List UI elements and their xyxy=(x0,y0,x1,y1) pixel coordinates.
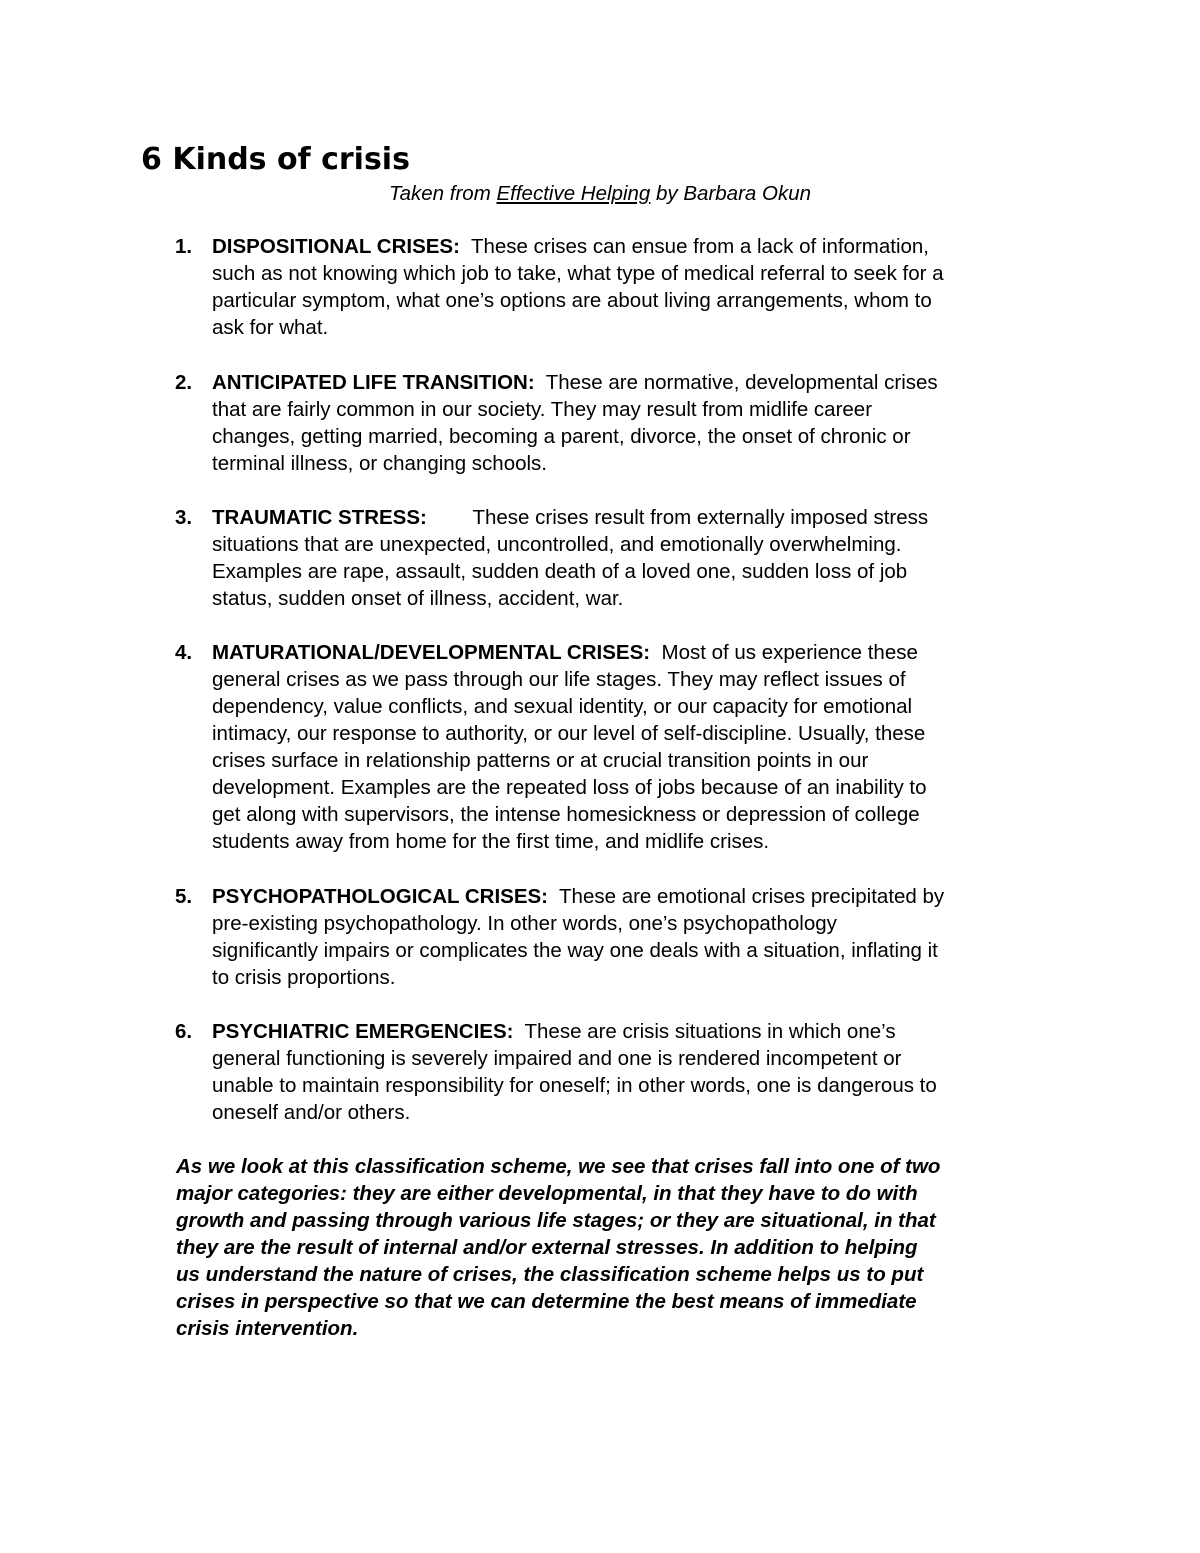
citation-prefix: Taken from xyxy=(388,182,497,205)
item-term: PSYCHIATRIC EMERGENCIES: xyxy=(212,1020,514,1043)
citation-suffix: by Barbara Okun xyxy=(650,182,811,205)
crisis-item-traumatic-stress xyxy=(175,504,1112,612)
item-number: 1. xyxy=(175,235,193,258)
item-number: 6. xyxy=(175,1020,193,1043)
crisis-item-psychopathological xyxy=(175,883,1112,991)
crisis-item-maturational-developmental xyxy=(175,639,1112,855)
source-citation xyxy=(0,180,1200,207)
book-title: Effective Helping xyxy=(496,182,651,205)
item-number: 5. xyxy=(175,885,193,908)
item-term: TRAUMATIC STRESS: xyxy=(212,506,427,529)
item-description: These crises can ensue from a lack of information, such as not knowing which job to take, what type of medical referral to seek for a particular symptom, what one’s options are about living arrangements, whom to ask for what. xyxy=(212,235,944,339)
item-number: 3. xyxy=(175,506,193,529)
document-title: 6 Kinds of crisis xyxy=(141,142,410,177)
crisis-item-anticipated-life-transition xyxy=(175,369,1112,477)
item-description: Most of us experience these general crises as we pass through our life stages. They may reflect issues of dependency, value conflicts, and sexual identity, or our capacity for emotional intimacy, our response to authority, or our level of self-discipline. Usually, these crises surface in relationship patterns or at crucial transition points in our development. Examples are the repeated loss of jobs because of an inability to get along with supervisors, the intense homesickness or depression of college students away from home for the first time, and midlife crises. xyxy=(212,641,927,853)
item-description: These are normative, developmental crises that are fairly common in our society. They may result from midlife career changes, getting married, becoming a parent, divorce, the onset of chronic or terminal illness, or changing schools. xyxy=(212,371,938,475)
item-term: ANTICIPATED LIFE TRANSITION: xyxy=(212,371,535,394)
crisis-item-dispositional xyxy=(175,233,1112,341)
item-description: These are emotional crises precipitated by pre-existing psychopathology. In other words, one’s psychopathology significantly impairs or complicates the way one deals with a situation, inflating it to crisis proportions. xyxy=(212,885,945,989)
item-number: 4. xyxy=(175,641,193,664)
item-description: These are crisis situations in which one’s general functioning is severely impaired and one is rendered incompetent or unable to maintain responsibility for oneself; in other words, one is dangerous to oneself and/or others. xyxy=(212,1020,937,1124)
item-term: PSYCHOPATHOLOGICAL CRISES: xyxy=(212,885,548,908)
crisis-item-psychiatric-emergencies xyxy=(175,1018,1112,1126)
item-term: MATURATIONAL/DEVELOPMENTAL CRISES: xyxy=(212,641,651,664)
item-number: 2. xyxy=(175,371,193,394)
item-description: These crises result from externally imposed stress situations that are unexpected, uncontrolled, and emotionally overwhelming. Examples are rape, assault, sudden death of a loved one, sudden loss of job status, sudden onset of illness, accident, war. xyxy=(212,506,929,610)
item-term: DISPOSITIONAL CRISES: xyxy=(212,235,460,258)
conclusion-paragraph: As we look at this classification scheme, we see that crises fall into one of two major categories: they are either developmental, in that they have to do with growth and passing through various life stages; or they are situational, in that they are the result of internal and/or external stresses. In addition to helping us understand the nature of crises, the classification scheme helps us to put crises in perspective so that we can determine the best means of immediate crisis intervention. xyxy=(176,1155,941,1340)
